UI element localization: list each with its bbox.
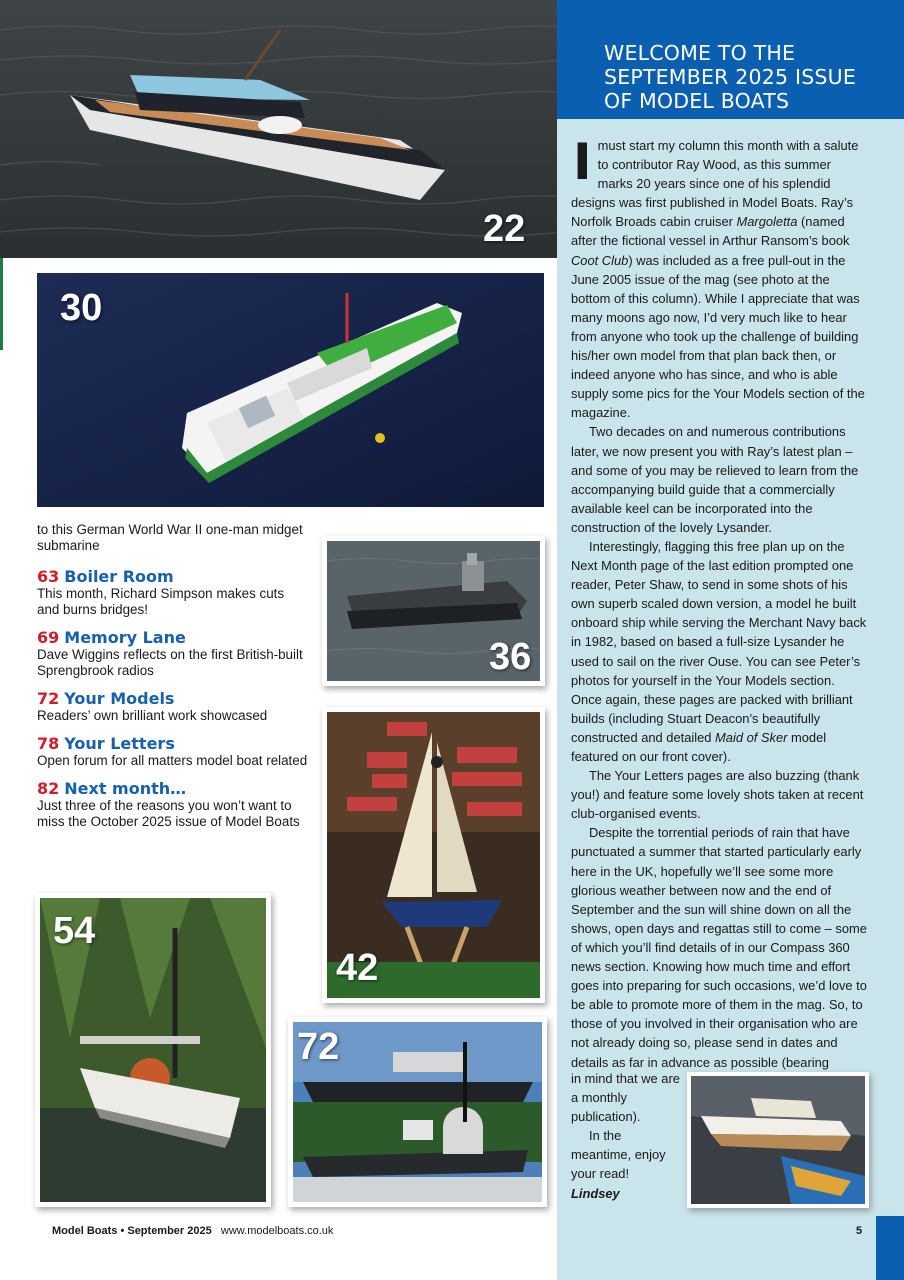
item-title: Next month… xyxy=(64,779,187,798)
paragraph-2: Two decades on and numerous contributions later, we now present you with Ray’s latest plan – and some of you may be relieved to learn from the accompanying build guide that a commercially available keel can be incorporated into the construction of the lovely Lysander. xyxy=(571,424,859,535)
item-description: Dave Wiggins reflects on the first British-built Sprengbrook radios xyxy=(37,647,303,678)
item-title: Your Models xyxy=(64,689,175,708)
item-description: Open forum for all matters model boat related xyxy=(37,753,308,768)
photo-rescue-cruiser xyxy=(37,273,544,507)
item-page-number: 63 xyxy=(37,567,60,586)
drop-cap: I xyxy=(573,133,592,191)
contents-item[interactable] xyxy=(37,734,309,769)
item-title: Your Letters xyxy=(64,734,175,753)
paragraph-4: The Your Letters pages are also buzzing (thank you!) and feature some lovely shots taken at recent club-organised events. xyxy=(571,768,864,822)
footer-magazine: Model Boats • September 2025 xyxy=(52,1225,212,1237)
item-description: Readers’ own brilliant work showcased xyxy=(37,708,268,723)
margoletta-image xyxy=(691,1076,865,1204)
photo-cabin-cruiser xyxy=(0,0,557,258)
edge-strip xyxy=(0,258,3,350)
item-description: This month, Richard Simpson makes cuts and burns bridges! xyxy=(37,586,285,617)
paragraph-3: Interestingly, flagging this free plan up on the Next Month page of the last edition prompted one reader, Peter Shaw, to send in some shots of his own superb scaled down version, a model he built onboard ship while serving the Merchant Navy back in 1982, based on based a full-size Lysander he used to sail on the river Ouse. You can see Peter’s photos for yourself in the Your Models section. Once again, these pages are packed with brilliant builds (including Stuart Deacon’s beautifully constructed and detailed Maid of Sker model featured on our front cover). xyxy=(571,538,867,764)
contents-item[interactable] xyxy=(37,628,309,679)
paragraph-6: In the meantime, enjoy your read! xyxy=(571,1128,666,1182)
item-description: Just three of the reasons you won’t want to miss the October 2025 issue of Model Boats xyxy=(37,798,300,829)
editor-signature: Lindsey xyxy=(571,1185,620,1201)
page-ref-22: 22 xyxy=(483,208,526,250)
contents-item[interactable] xyxy=(37,689,309,724)
intro-caption: to this German World War II one-man midget submarine xyxy=(37,522,303,553)
page-number: 5 xyxy=(856,1225,863,1237)
page-ref-42: 42 xyxy=(336,947,379,989)
page-tab xyxy=(876,1216,904,1280)
page-ref-36: 36 xyxy=(489,636,532,678)
page-ref-72: 72 xyxy=(297,1026,340,1068)
footer-url[interactable]: www.modelboats.co.uk xyxy=(220,1225,334,1237)
paragraph-5: Despite the torrential periods of rain that have punctuated a summer that started particularly early here in the UK, hopefully we’ll see some more glorious weather between now and the end of September and the sun will shine down on all the shows, open days and regattas still to come – some of which you’ll find details of in our Compass 360 news section. Knowing how much time and effort goes into preparing for such occasions, we’d love to be able to promote more of them in the mag. So, to those of you involved in their organisation who are not already doing so, please send in dates and details as far in advance as possible (bearing xyxy=(571,825,867,1070)
item-page-number: 78 xyxy=(37,734,60,753)
editorial-body xyxy=(571,133,868,1072)
paragraph-5-tail: in mind that we are a monthly publication). xyxy=(571,1071,680,1125)
photo-paddle-steamer xyxy=(293,1022,542,1202)
photo-margoletta xyxy=(691,1076,865,1204)
contents-list xyxy=(37,567,309,840)
item-title: Boiler Room xyxy=(64,567,174,586)
editorial-title: WELCOME TO THE SEPTEMBER 2025 ISSUE OF MODEL BOATS xyxy=(604,41,856,113)
photo-midget-submarine xyxy=(327,541,540,681)
page-ref-54: 54 xyxy=(53,910,96,952)
editorial-tail xyxy=(571,1069,683,1203)
contents-item[interactable] xyxy=(37,567,309,618)
item-page-number: 69 xyxy=(37,628,60,647)
photo-sailing-yacht xyxy=(327,712,540,998)
paragraph-1: Imust start my column this month with a salute to contributor Ray Wood, as this summer marks 20 years since one of his splendid designs was first published in Model Boats. Ray’s Norfolk Broads cabin cruiser Margoletta (named after the fictional vessel in Arthur Ransom’s book Coot Club) was included as a free pull-out in the June 2005 issue of the mag (see photo at the bottom of this column). While I appreciate that was many moons ago now, I’d very much like to hear from anyone who took up the challenge of building his/her own model from that plan back then, or indeed anyone who has since, and who is able supply some pics for the Your Models section of the magazine. xyxy=(571,133,865,421)
contents-item[interactable] xyxy=(37,779,309,830)
page-footer xyxy=(52,1225,333,1237)
item-title: Memory Lane xyxy=(64,628,186,647)
cabin-cruiser-image xyxy=(0,0,557,258)
item-page-number: 72 xyxy=(37,689,60,708)
photo-steam-launch xyxy=(40,898,266,1202)
item-page-number: 82 xyxy=(37,779,60,798)
rescue-cruiser-image xyxy=(37,273,544,507)
page-ref-30: 30 xyxy=(60,287,103,329)
